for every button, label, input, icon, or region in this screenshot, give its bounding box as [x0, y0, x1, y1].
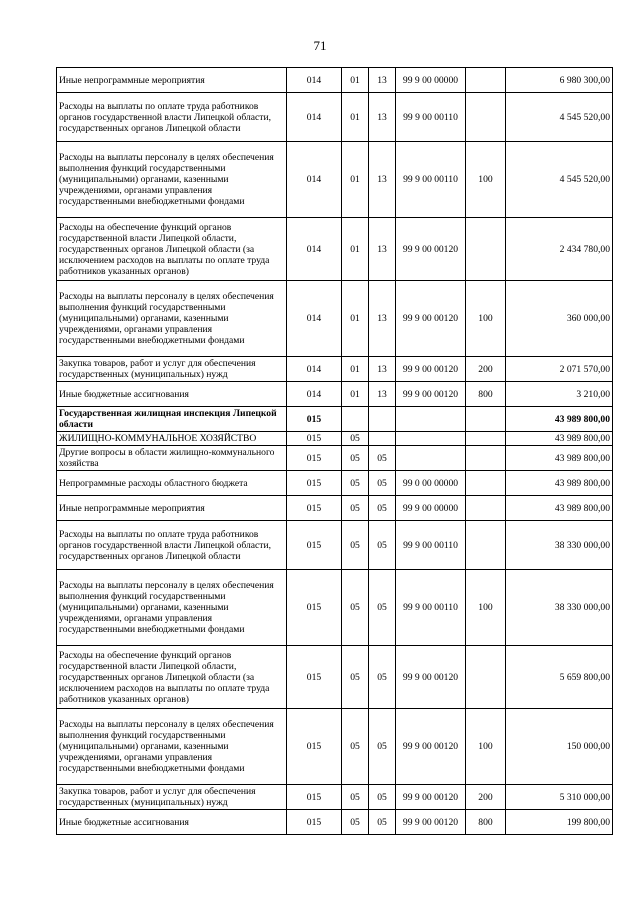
row-expense-type-cell: 200 [466, 357, 506, 382]
row-expense-type-cell [466, 446, 506, 471]
row-ministry-cell: 015 [287, 432, 342, 446]
table-row [57, 810, 613, 835]
row-target-cell: 99 9 00 00120 [396, 382, 466, 407]
row-name-cell: Непрограммные расходы областного бюджета [57, 471, 287, 496]
row-amount-cell: 43 989 800,00 [506, 496, 613, 521]
row-name-cell: Расходы на выплаты персоналу в целях обеспечения выполнения функций государственными (муниципальными) органами, казенными учреждениями, органами управления государственными внебюджетными фондами [57, 570, 287, 646]
row-ministry-cell: 015 [287, 646, 342, 709]
table-row [57, 68, 613, 93]
row-ministry-cell: 014 [287, 218, 342, 281]
table-row [57, 93, 613, 142]
row-name-cell: Расходы на выплаты по оплате труда работников органов государственной власти Липецкой области, государственных органов Липецкой области [57, 521, 287, 570]
row-ministry-cell: 014 [287, 93, 342, 142]
row-expense-type-cell: 100 [466, 281, 506, 357]
table-row [57, 785, 613, 810]
row-target-cell: 99 9 00 00120 [396, 646, 466, 709]
row-name-cell: Закупка товаров, работ и услуг для обеспечения государственных (муниципальных) нужд [57, 785, 287, 810]
row-section-cell: 01 [342, 93, 369, 142]
table-body [57, 68, 613, 835]
row-amount-cell: 360 000,00 [506, 281, 613, 357]
row-subsection-cell: 13 [369, 142, 396, 218]
row-expense-type-cell [466, 218, 506, 281]
row-amount-cell: 2 071 570,00 [506, 357, 613, 382]
row-target-cell: 99 9 00 00120 [396, 785, 466, 810]
page-number: 71 [313, 38, 327, 53]
row-amount-cell: 38 330 000,00 [506, 521, 613, 570]
row-ministry-cell: 015 [287, 709, 342, 785]
row-name-cell: Государственная жилищная инспекция Липецкой области [57, 407, 287, 432]
row-target-cell [396, 432, 466, 446]
row-subsection-cell: 05 [369, 810, 396, 835]
row-section-cell: 05 [342, 646, 369, 709]
row-target-cell: 99 9 00 00120 [396, 281, 466, 357]
row-subsection-cell: 05 [369, 521, 396, 570]
row-name-cell: Расходы на обеспечение функций органов государственной власти Липецкой области, государственных органов Липецкой области (за исключением расходов на выплаты по оплате труда работников указанных органов) [57, 218, 287, 281]
row-name-cell: Иные непрограммные мероприятия [57, 68, 287, 93]
row-amount-cell: 43 989 800,00 [506, 446, 613, 471]
row-amount-cell: 4 545 520,00 [506, 142, 613, 218]
row-name-cell: ЖИЛИЩНО-КОММУНАЛЬНОЕ ХОЗЯЙСТВО [57, 432, 287, 446]
row-target-cell: 99 9 00 00110 [396, 93, 466, 142]
table-row [57, 382, 613, 407]
row-expense-type-cell [466, 407, 506, 432]
row-target-cell: 99 9 00 00120 [396, 218, 466, 281]
row-target-cell [396, 407, 466, 432]
row-section-cell: 01 [342, 218, 369, 281]
row-section-cell: 01 [342, 68, 369, 93]
row-subsection-cell: 05 [369, 646, 396, 709]
row-name-cell: Расходы на выплаты персоналу в целях обеспечения выполнения функций государственными (муниципальными) органами, казенными учреждениями, органами управления государственными внебюджетными фондами [57, 281, 287, 357]
row-section-cell: 01 [342, 357, 369, 382]
row-subsection-cell: 05 [369, 496, 396, 521]
row-ministry-cell: 014 [287, 357, 342, 382]
row-section-cell: 05 [342, 432, 369, 446]
row-name-cell: Иные бюджетные ассигнования [57, 810, 287, 835]
row-expense-type-cell: 200 [466, 785, 506, 810]
row-subsection-cell: 13 [369, 382, 396, 407]
table-row [57, 407, 613, 432]
row-ministry-cell: 015 [287, 407, 342, 432]
row-expense-type-cell: 100 [466, 570, 506, 646]
row-section-cell: 01 [342, 382, 369, 407]
table-row [57, 357, 613, 382]
row-section-cell: 05 [342, 709, 369, 785]
table-row [57, 646, 613, 709]
row-section-cell: 05 [342, 521, 369, 570]
row-ministry-cell: 014 [287, 68, 342, 93]
row-name-cell: Иные непрограммные мероприятия [57, 496, 287, 521]
row-amount-cell: 43 989 800,00 [506, 471, 613, 496]
row-name-cell: Расходы на выплаты персоналу в целях обеспечения выполнения функций государственными (муниципальными) органами, казенными учреждениями, органами управления государственными внебюджетными фондами [57, 142, 287, 218]
row-expense-type-cell [466, 68, 506, 93]
row-section-cell: 01 [342, 281, 369, 357]
row-expense-type-cell: 100 [466, 142, 506, 218]
row-ministry-cell: 015 [287, 785, 342, 810]
row-ministry-cell: 015 [287, 446, 342, 471]
row-amount-cell: 43 989 800,00 [506, 407, 613, 432]
row-section-cell: 05 [342, 496, 369, 521]
table-row [57, 471, 613, 496]
row-section-cell [342, 407, 369, 432]
row-section-cell: 05 [342, 810, 369, 835]
row-section-cell: 01 [342, 142, 369, 218]
row-ministry-cell: 015 [287, 521, 342, 570]
row-amount-cell: 3 210,00 [506, 382, 613, 407]
table-row [57, 570, 613, 646]
row-expense-type-cell [466, 496, 506, 521]
row-subsection-cell: 05 [369, 471, 396, 496]
row-expense-type-cell: 100 [466, 709, 506, 785]
row-amount-cell: 199 800,00 [506, 810, 613, 835]
row-name-cell: Расходы на выплаты по оплате труда работников органов государственной власти Липецкой области, государственных органов Липецкой области [57, 93, 287, 142]
row-target-cell: 99 9 00 00120 [396, 709, 466, 785]
row-expense-type-cell: 800 [466, 810, 506, 835]
row-amount-cell: 150 000,00 [506, 709, 613, 785]
row-target-cell: 99 9 00 00000 [396, 68, 466, 93]
row-ministry-cell: 014 [287, 382, 342, 407]
row-subsection-cell: 05 [369, 570, 396, 646]
table-row [57, 281, 613, 357]
row-subsection-cell [369, 407, 396, 432]
table-row [57, 709, 613, 785]
table-row [57, 446, 613, 471]
row-target-cell: 99 9 00 00110 [396, 142, 466, 218]
row-subsection-cell: 05 [369, 709, 396, 785]
row-target-cell: 99 0 00 00000 [396, 471, 466, 496]
row-ministry-cell: 014 [287, 281, 342, 357]
table-row [57, 521, 613, 570]
table-row [57, 432, 613, 446]
row-name-cell: Расходы на обеспечение функций органов государственной власти Липецкой области, государственных органов Липецкой области (за исключением расходов на выплаты по оплате труда работников указанных органов) [57, 646, 287, 709]
row-amount-cell: 38 330 000,00 [506, 570, 613, 646]
row-amount-cell: 6 980 300,00 [506, 68, 613, 93]
row-expense-type-cell [466, 646, 506, 709]
row-target-cell [396, 446, 466, 471]
row-amount-cell: 5 310 000,00 [506, 785, 613, 810]
row-subsection-cell: 13 [369, 218, 396, 281]
row-amount-cell: 43 989 800,00 [506, 432, 613, 446]
row-expense-type-cell [466, 432, 506, 446]
row-amount-cell: 2 434 780,00 [506, 218, 613, 281]
row-ministry-cell: 015 [287, 810, 342, 835]
row-expense-type-cell [466, 521, 506, 570]
row-target-cell: 99 9 00 00110 [396, 521, 466, 570]
row-ministry-cell: 015 [287, 471, 342, 496]
row-name-cell: Другие вопросы в области жилищно-коммунального хозяйства [57, 446, 287, 471]
row-subsection-cell: 13 [369, 68, 396, 93]
row-subsection-cell: 13 [369, 281, 396, 357]
row-section-cell: 05 [342, 471, 369, 496]
row-ministry-cell: 015 [287, 496, 342, 521]
row-subsection-cell: 05 [369, 785, 396, 810]
row-section-cell: 05 [342, 570, 369, 646]
row-subsection-cell: 05 [369, 446, 396, 471]
row-amount-cell: 5 659 800,00 [506, 646, 613, 709]
row-ministry-cell: 015 [287, 570, 342, 646]
row-target-cell: 99 9 00 00120 [396, 357, 466, 382]
row-expense-type-cell: 800 [466, 382, 506, 407]
budget-table [56, 67, 613, 835]
row-name-cell: Иные бюджетные ассигнования [57, 382, 287, 407]
row-subsection-cell [369, 432, 396, 446]
table-row [57, 142, 613, 218]
row-target-cell: 99 9 00 00110 [396, 570, 466, 646]
row-section-cell: 05 [342, 785, 369, 810]
table-row [57, 496, 613, 521]
row-expense-type-cell [466, 93, 506, 142]
row-target-cell: 99 9 00 00000 [396, 496, 466, 521]
row-ministry-cell: 014 [287, 142, 342, 218]
row-amount-cell: 4 545 520,00 [506, 93, 613, 142]
row-name-cell: Расходы на выплаты персоналу в целях обеспечения выполнения функций государственными (муниципальными) органами, казенными учреждениями, органами управления государственными внебюджетными фондами [57, 709, 287, 785]
row-subsection-cell: 13 [369, 357, 396, 382]
row-target-cell: 99 9 00 00120 [396, 810, 466, 835]
row-name-cell: Закупка товаров, работ и услуг для обеспечения государственных (муниципальных) нужд [57, 357, 287, 382]
table-row [57, 218, 613, 281]
row-subsection-cell: 13 [369, 93, 396, 142]
row-expense-type-cell [466, 471, 506, 496]
row-section-cell: 05 [342, 446, 369, 471]
